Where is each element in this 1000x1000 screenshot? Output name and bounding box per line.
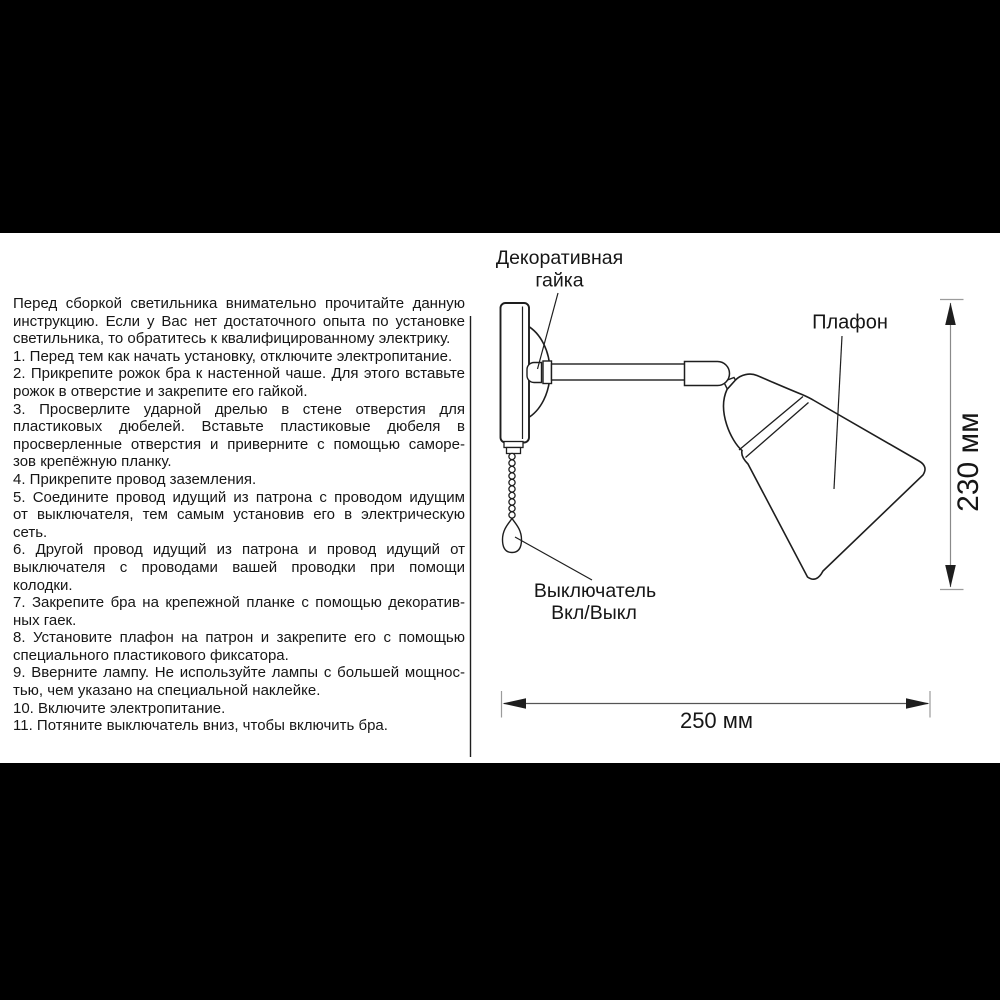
instruction-line: 3. Просверлите ударной дрелью в стене отверстия для [13, 400, 465, 418]
instruction-line: 10. Включите электропитание. [13, 699, 226, 717]
arm-elbow [685, 362, 730, 386]
instruction-line: светильника, то обратитесь к квалифицированному электрику. [13, 330, 451, 348]
chain-bead [509, 486, 515, 492]
instruction-line: 9. Вверните лампу. Не используйте лампы с большей мощнос- [13, 664, 465, 682]
chain-bead [509, 466, 515, 472]
instruction-line: 11. Потяните выключатель вниз, чтобы включить бра. [13, 717, 388, 735]
chain-bead [509, 512, 515, 518]
pull-chain [503, 442, 524, 553]
instruction-line: от выключателя, тем самым установив его в электрическую [13, 506, 465, 524]
chain-ferrule-top [504, 442, 523, 448]
arm-flange [543, 361, 552, 384]
dimension-height [940, 300, 985, 590]
dim-arrow-left [503, 698, 527, 709]
label-shade: Плафон [812, 311, 888, 334]
chain-ferrule-bottom [507, 448, 521, 454]
instruction-line: пластиковых дюбелей. Вставьте пластиковые дюбеля в [13, 418, 465, 436]
instruction-line: 8. Установите плафон на патрон и закрепите его с помощью [13, 629, 465, 647]
instruction-line: ных гаек. [13, 611, 77, 629]
instruction-line: специального пластикового фиксатора. [13, 646, 289, 664]
dim-arrow-up [945, 303, 956, 326]
dim-arrow-down [945, 565, 956, 588]
instruction-line: 5. Соедините провод идущий из патрона с проводом идущим [13, 488, 465, 506]
lamp-shade [724, 374, 925, 579]
dim-arrow-right [906, 698, 930, 709]
chain-bead [509, 473, 515, 479]
instruction-line: 7. Закрепите бра на крепежной планке с помощью декоратив- [13, 594, 465, 612]
instruction-line: рожок в отверстие и закрепите его гайкой. [13, 382, 308, 400]
chain-bead [509, 499, 515, 505]
instruction-line: колодки. [13, 576, 73, 594]
instruction-line: Перед сборкой светильника внимательно прочитайте данную [13, 295, 465, 312]
label-switch-line1: Выключатель [533, 580, 657, 602]
instruction-line: просверленные отверстия и приверните с помощью саморе- [13, 435, 465, 453]
instruction-line: тью, чем указано на специальной наклейке. [13, 682, 321, 700]
instruction-line: инструкцию. Если у Вас нет достаточного опыта по установке [13, 312, 465, 330]
chain-bead [509, 492, 515, 498]
wall-lamp-drawing [501, 303, 926, 579]
decorative-nut [527, 363, 542, 383]
chain-bead [509, 479, 515, 485]
instruction-line: 2. Прикрепите рожок бра к настенной чаше. Для этого вставьте [13, 365, 465, 383]
instruction-line: зов крепёжную планку. [13, 453, 172, 471]
wall-plate [501, 303, 530, 443]
instruction-line: 1. Перед тем как начать установку, отключите электропитание. [13, 347, 453, 365]
chain-bead [509, 460, 515, 466]
dim-height-label: 230 мм [952, 412, 985, 512]
dimension-width [502, 691, 931, 733]
chain-pull-knob [503, 519, 522, 553]
label-decorative-nut-line2: гайка [535, 269, 584, 292]
instruction-line: выключателя с проводами вашей проводки при помощи [13, 558, 465, 576]
instruction-line: 4. Прикрепите провод заземления. [13, 470, 257, 488]
arm-tube [552, 364, 687, 380]
chain-bead [509, 505, 515, 511]
leader-switch [515, 537, 592, 580]
dim-width-label: 250 мм [679, 708, 754, 733]
label-decorative-nut-line1: Декоративная [495, 247, 624, 269]
label-switch-line2: Вкл/Выкл [551, 602, 637, 624]
chain-bead [509, 453, 515, 459]
instruction-line: 6. Другой провод идущий из патрона и провод идущий от [13, 541, 465, 559]
instruction-line: сеть. [13, 523, 48, 541]
